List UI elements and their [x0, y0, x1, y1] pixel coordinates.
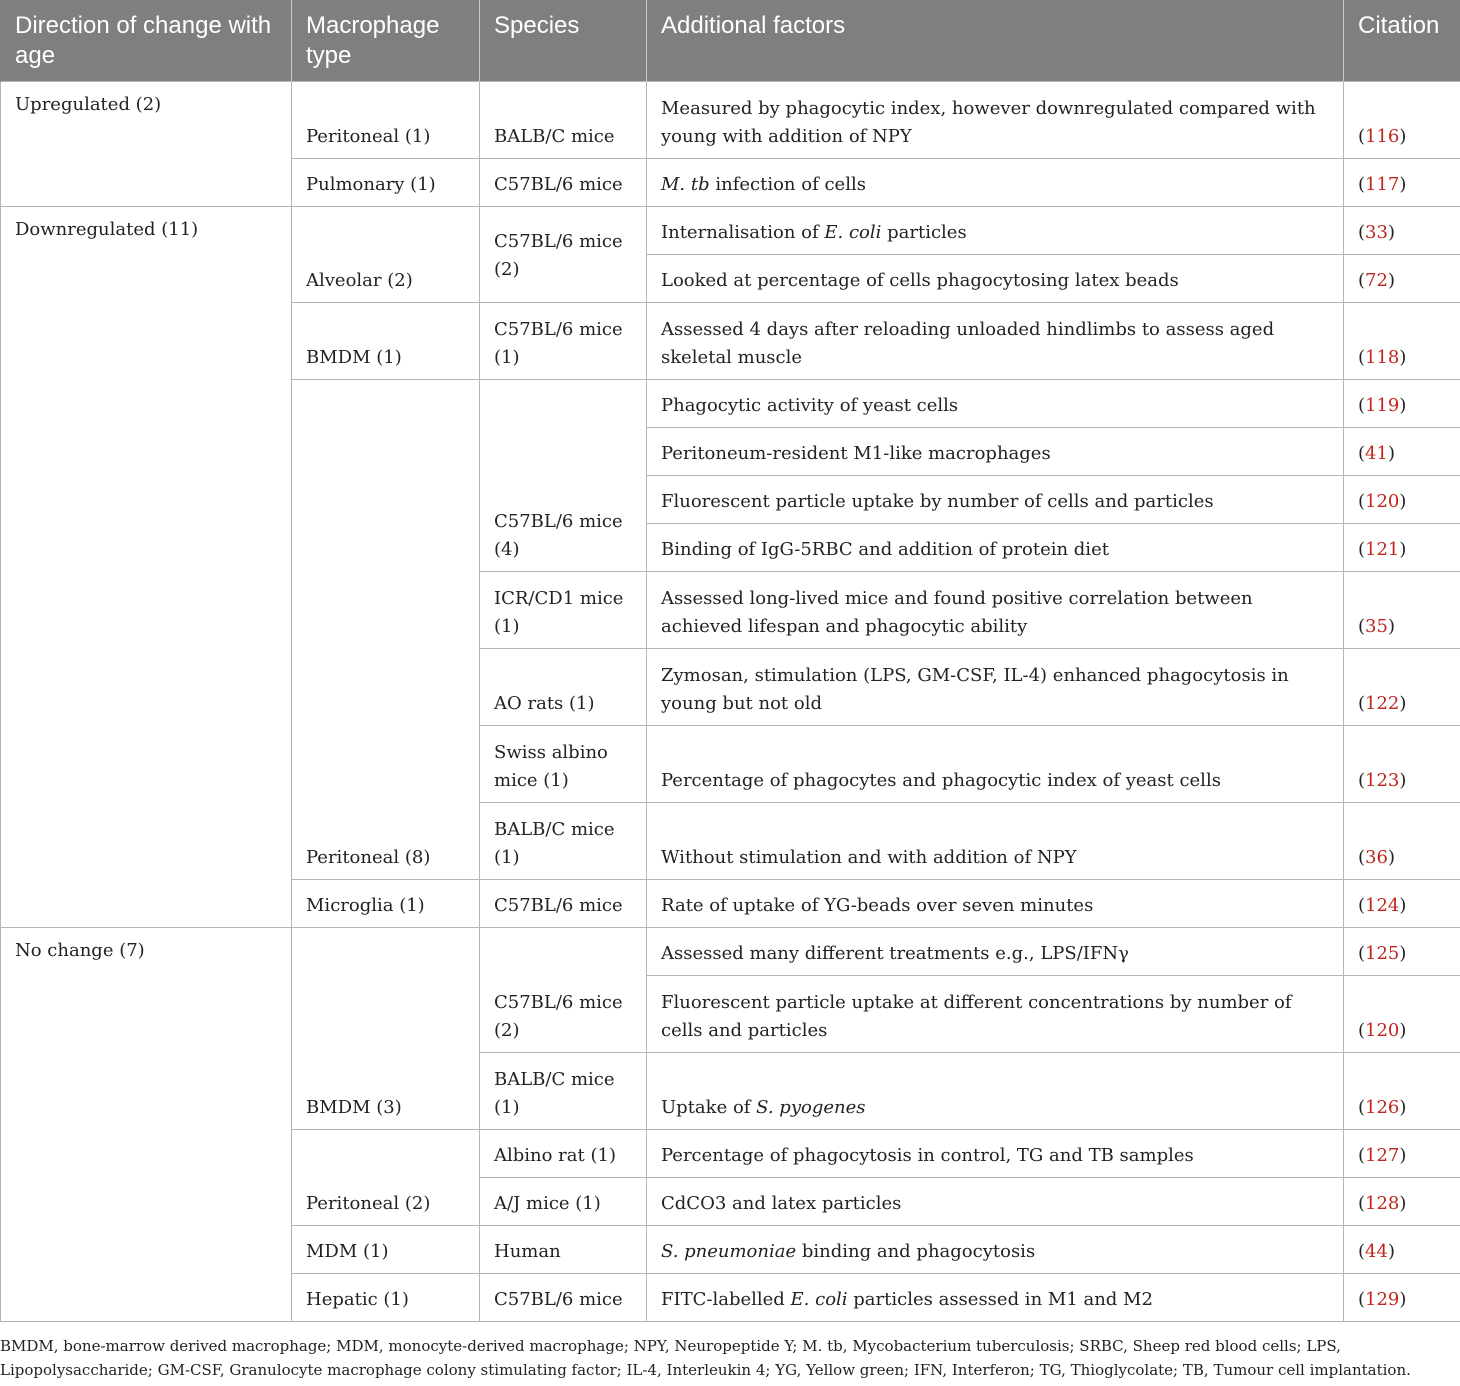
factor-cell: Assessed many different treatments e.g., LPS/IFNγ — [647, 928, 1344, 976]
factor-cell: Internalisation of E. coli particles — [647, 207, 1344, 255]
citation-link[interactable]: 44 — [1365, 1241, 1388, 1262]
species-cell: C57BL/6 mice — [480, 1274, 647, 1322]
citation-cell: (119) — [1344, 380, 1460, 428]
macrophage-type-cell: Alveolar (2) — [292, 207, 480, 303]
citation-link[interactable]: 127 — [1365, 1145, 1400, 1166]
citation-cell: (122) — [1344, 649, 1460, 726]
citation-cell: (35) — [1344, 572, 1460, 649]
citation-cell: (129) — [1344, 1274, 1460, 1322]
citation-cell: (127) — [1344, 1130, 1460, 1178]
header-additional-factors: Additional factors — [647, 0, 1344, 82]
citation-cell: (120) — [1344, 976, 1460, 1053]
factor-cell: Percentage of phagocytosis in control, TG and TB samples — [647, 1130, 1344, 1178]
factor-cell: Fluorescent particle uptake at different concentrations by number of cells and particles — [647, 976, 1344, 1053]
species-cell: C57BL/6 mice (4) — [480, 380, 647, 572]
factor-cell: Rate of uptake of YG-beads over seven minutes — [647, 880, 1344, 928]
species-cell: C57BL/6 mice (2) — [480, 928, 647, 1053]
citation-cell: (128) — [1344, 1178, 1460, 1226]
factor-cell: Fluorescent particle uptake by number of cells and particles — [647, 476, 1344, 524]
species-cell: Human — [480, 1226, 647, 1274]
citation-link[interactable]: 125 — [1365, 943, 1400, 964]
header-row — [1, 0, 1460, 82]
factor-cell: Without stimulation and with addition of NPY — [647, 803, 1344, 880]
factor-cell: Percentage of phagocytes and phagocytic index of yeast cells — [647, 726, 1344, 803]
factor-cell: M. tb infection of cells — [647, 159, 1344, 207]
macrophage-type-cell: Hepatic (1) — [292, 1274, 480, 1322]
table-row — [1, 928, 1460, 976]
factor-cell: Binding of IgG-5RBC and addition of protein diet — [647, 524, 1344, 572]
citation-cell: (44) — [1344, 1226, 1460, 1274]
species-cell: C57BL/6 mice (2) — [480, 207, 647, 303]
factor-cell: Phagocytic activity of yeast cells — [647, 380, 1344, 428]
table-row — [1, 82, 1460, 159]
citation-cell: (124) — [1344, 880, 1460, 928]
citation-link[interactable]: 126 — [1365, 1097, 1400, 1118]
macrophage-type-cell: Microglia (1) — [292, 880, 480, 928]
citation-link[interactable]: 128 — [1365, 1193, 1400, 1214]
citation-link[interactable]: 72 — [1365, 270, 1388, 291]
species-cell: Swiss albino mice (1) — [480, 726, 647, 803]
factor-cell: CdCO3 and latex particles — [647, 1178, 1344, 1226]
factor-cell: Zymosan, stimulation (LPS, GM-CSF, IL-4) enhanced phagocytosis in young but not old — [647, 649, 1344, 726]
citation-cell: (72) — [1344, 255, 1460, 303]
factor-cell: Peritoneum-resident M1-like macrophages — [647, 428, 1344, 476]
citation-link[interactable]: 122 — [1365, 693, 1400, 714]
species-cell: BALB/C mice (1) — [480, 1053, 647, 1130]
factor-cell: Measured by phagocytic index, however downregulated compared with young with addition of NPY — [647, 82, 1344, 159]
citation-cell: (125) — [1344, 928, 1460, 976]
citation-link[interactable]: 118 — [1365, 347, 1400, 368]
citation-cell: (116) — [1344, 82, 1460, 159]
citation-cell: (118) — [1344, 303, 1460, 380]
citation-link[interactable]: 120 — [1365, 491, 1400, 512]
citation-link[interactable]: 120 — [1365, 1020, 1400, 1041]
citation-cell: (120) — [1344, 476, 1460, 524]
group-no-change: No change (7) — [1, 928, 292, 1322]
citation-link[interactable]: 123 — [1365, 770, 1400, 791]
factor-cell: Uptake of S. pyogenes — [647, 1053, 1344, 1130]
species-cell: C57BL/6 mice — [480, 880, 647, 928]
header-citation: Citation — [1344, 0, 1460, 82]
citation-link[interactable]: 117 — [1365, 174, 1400, 195]
species-cell: AO rats (1) — [480, 649, 647, 726]
factor-cell: Assessed long-lived mice and found positive correlation between achieved lifespan and phagocytic ability — [647, 572, 1344, 649]
species-cell: A/J mice (1) — [480, 1178, 647, 1226]
header-macrophage-type: Macrophage type — [292, 0, 480, 82]
citation-link[interactable]: 129 — [1365, 1289, 1400, 1310]
citation-cell: (117) — [1344, 159, 1460, 207]
factor-cell: FITC-labelled E. coli particles assessed in M1 and M2 — [647, 1274, 1344, 1322]
group-downregulated: Downregulated (11) — [1, 207, 292, 928]
macrophage-type-cell: BMDM (1) — [292, 303, 480, 380]
species-cell: C57BL/6 mice (1) — [480, 303, 647, 380]
citation-link[interactable]: 124 — [1365, 895, 1400, 916]
citation-cell: (41) — [1344, 428, 1460, 476]
header-direction: Direction of change with age — [1, 0, 292, 82]
table-row — [1, 207, 1460, 255]
factor-cell: S. pneumoniae binding and phagocytosis — [647, 1226, 1344, 1274]
citation-link[interactable]: 36 — [1365, 847, 1388, 868]
citation-link[interactable]: 119 — [1365, 395, 1400, 416]
macrophage-type-cell: Peritoneal (1) — [292, 82, 480, 159]
citation-link[interactable]: 121 — [1365, 539, 1400, 560]
macrophage-type-cell: Peritoneal (2) — [292, 1130, 480, 1226]
citation-link[interactable]: 33 — [1365, 222, 1388, 243]
group-upregulated: Upregulated (2) — [1, 82, 292, 207]
species-cell: BALB/C mice — [480, 82, 647, 159]
factor-cell: Looked at percentage of cells phagocytosing latex beads — [647, 255, 1344, 303]
citation-link[interactable]: 116 — [1365, 126, 1400, 147]
citation-cell: (121) — [1344, 524, 1460, 572]
citation-cell: (123) — [1344, 726, 1460, 803]
citation-link[interactable]: 41 — [1365, 443, 1388, 464]
header-species: Species — [480, 0, 647, 82]
species-cell: Albino rat (1) — [480, 1130, 647, 1178]
species-cell: BALB/C mice (1) — [480, 803, 647, 880]
factor-cell: Assessed 4 days after reloading unloaded hindlimbs to assess aged skeletal muscle — [647, 303, 1344, 380]
macrophage-type-cell: Pulmonary (1) — [292, 159, 480, 207]
table-footnote: BMDM, bone-marrow derived macrophage; MDM, monocyte-derived macrophage; NPY, Neuropeptide Y; M. tb, Mycobacterium tuberculosis; SRBC, Sheep red blood cells; LPS, Lipopolysaccharide; GM-CSF, Granulocyte macrophage colony stimulating factor; IL-4, Interleukin 4; YG, Yellow green; IFN, Interferon; TG, Thioglycolate; TB, Tumour cell implantation. — [0, 1337, 1411, 1379]
species-cell: C57BL/6 mice — [480, 159, 647, 207]
citation-cell: (36) — [1344, 803, 1460, 880]
citation-cell: (126) — [1344, 1053, 1460, 1130]
macrophage-type-cell: Peritoneal (8) — [292, 380, 480, 880]
macrophage-type-cell: MDM (1) — [292, 1226, 480, 1274]
citation-cell: (33) — [1344, 207, 1460, 255]
macrophage-type-cell: BMDM (3) — [292, 928, 480, 1130]
citation-link[interactable]: 35 — [1365, 616, 1388, 637]
species-cell: ICR/CD1 mice (1) — [480, 572, 647, 649]
